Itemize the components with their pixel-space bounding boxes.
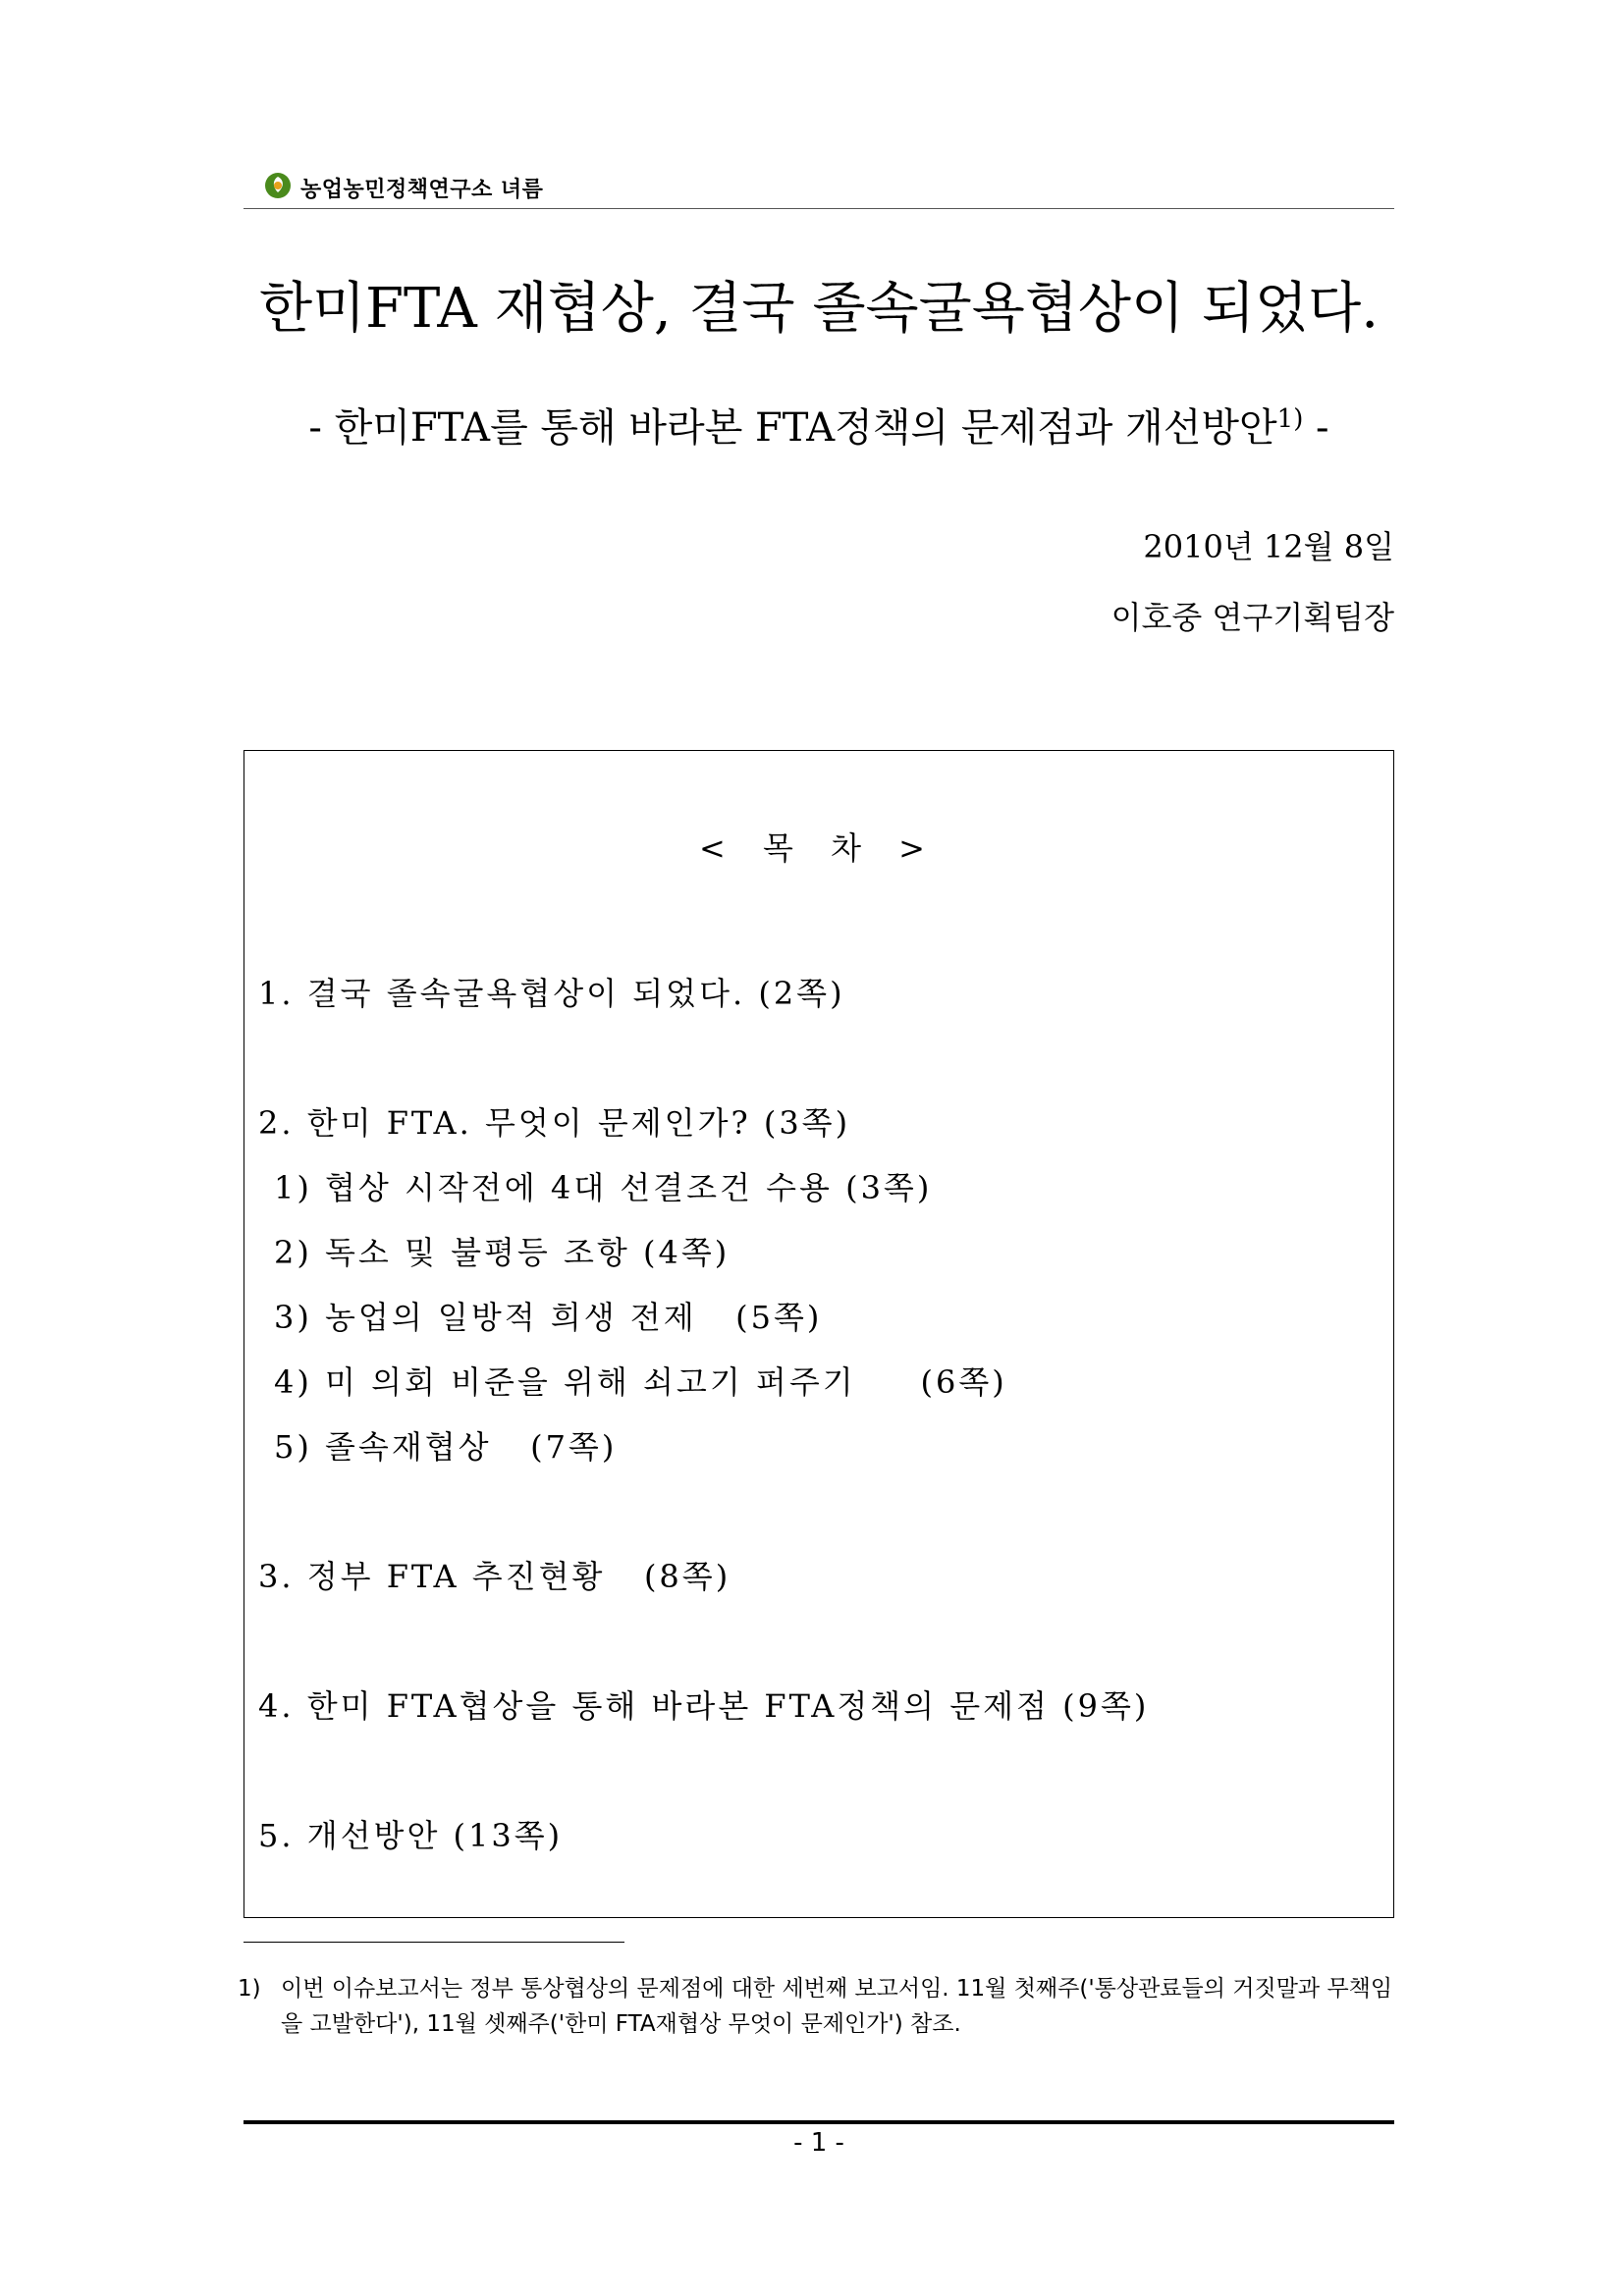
toc-subentry: 1) 협상 시작전에 4대 선결조건 수용 (3쪽) [274,1169,933,1206]
toc-entry: 4. 한미 FTA협상을 통해 바라본 FTA정책의 문제점 (9쪽) [258,1687,1150,1725]
subtitle-text: - 한미FTA를 통해 바라본 FTA정책의 문제점과 개선방안 [308,405,1277,451]
footnote-text: 이번 이슈보고서는 정부 통상협상의 문제점에 대한 세번째 보고서임. 11월 첫째주('통상관료들의 거짓말과 무책임을 고발한다'), 11월 셋째주('한미 FTA재협상 무엇이 문제인가') 참조. [281,1976,1393,2037]
subtitle-suffix: - [1303,405,1329,451]
toc-subentry: 5) 졸속재협상 (7쪽) [274,1428,618,1466]
document-author: 이호중 연구기획팀장 [1110,599,1394,636]
toc-entry: 1. 결국 졸속굴욕협상이 되었다. (2쪽) [258,975,845,1012]
footnote-marker[interactable]: 1) [1276,404,1304,434]
footer-divider [244,2120,1394,2124]
toc-entry: 3. 정부 FTA 추진현황 (8쪽) [258,1558,731,1595]
toc-title: < 목 차 > [699,829,939,867]
toc-subentry: 3) 농업의 일방적 희생 전제 (5쪽) [274,1299,823,1336]
document-date: 2010년 12월 8일 [1143,528,1394,565]
footnote-divider [244,1942,624,1943]
page-number: - 1 - [793,2128,844,2158]
toc-subentry: 2) 독소 및 불평등 조항 (4쪽) [274,1234,731,1271]
document-title: 한미FTA 재협상, 결국 졸속굴욕협상이 되었다. [258,277,1380,341]
organization-name: 농업농민정책연구소 녀름 [300,178,544,202]
toc-subentry: 4) 미 의회 비준을 위해 쇠고기 퍼주기 (6쪽) [274,1363,1007,1401]
footnote [238,1971,1400,2042]
leaf-circle-logo-icon [263,171,293,200]
table-of-contents [244,750,1394,1918]
document-subtitle [244,397,1394,453]
toc-entry: 2. 한미 FTA. 무엇이 문제인가? (3쪽) [258,1104,851,1142]
page-header [244,171,1394,209]
toc-entry: 5. 개선방안 (13쪽) [258,1817,564,1854]
footnote-number: 1) [238,1976,261,2002]
